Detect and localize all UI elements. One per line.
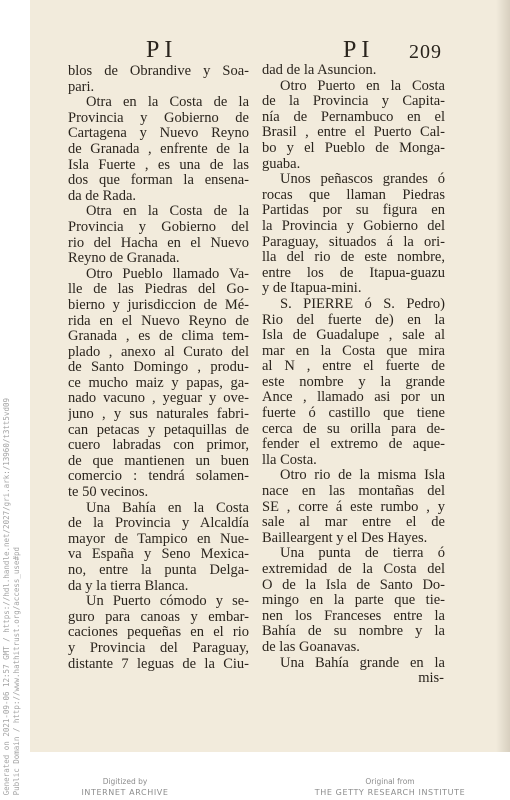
text-line: Provincia y Gobierno de xyxy=(68,110,249,126)
text-line: caciones pequeñas en el rio xyxy=(68,625,249,641)
entry-paragraph xyxy=(262,79,445,173)
text-line: ce mucho maiz y papas, ga- xyxy=(68,375,249,391)
text-line: mayor de Tampico en Nue- xyxy=(68,531,249,547)
text-line: este nombre y la grande xyxy=(262,374,445,390)
text-line: lla del rio de este nombre, xyxy=(262,250,445,266)
right-column-paragraphs xyxy=(262,63,445,671)
watermark-rights-line: Public Domain / http://www.hathitrust.org/access_use#pd xyxy=(12,546,21,795)
text-line: Una punta de tierra ó xyxy=(280,546,445,562)
text-line: guaba. xyxy=(262,156,301,172)
entry-paragraph xyxy=(262,172,445,297)
text-line: sale al mar entre el de xyxy=(262,515,445,531)
text-line: guro para canoas y embar- xyxy=(68,609,249,625)
text-line: de las Goanavas. xyxy=(262,639,360,655)
text-line: da y la tierra Blanca. xyxy=(68,578,189,594)
text-line: can petacas y petaquillas de xyxy=(68,422,249,438)
text-line: Partidas por su figura en xyxy=(262,203,445,219)
entry-paragraph xyxy=(262,297,445,469)
text-line: de la Provincia y Alcaldía xyxy=(68,516,249,532)
text-line: Rio del fuerte de) en la xyxy=(262,312,445,328)
text-line: lla Costa. xyxy=(262,452,317,468)
watermark-generated-line: Generated on 2021-09-06 12:57 GMT / https://hdl.handle.net/2027/gri.ark:/13960/t3tt5vd09 xyxy=(2,397,11,795)
text-line: pari. xyxy=(68,79,95,95)
text-line: Provincia y Gobierno del xyxy=(68,219,249,235)
text-line: SE , corre á este rumbo , y xyxy=(262,499,445,515)
entry-paragraph xyxy=(68,204,249,266)
text-line: dad de la Asuncion. xyxy=(262,63,377,78)
text-line: de la Provincia y Capita- xyxy=(262,94,445,110)
text-line: distante 7 leguas de la Ciu- xyxy=(68,656,249,672)
entry-paragraph xyxy=(262,546,445,655)
entry-paragraph xyxy=(68,267,249,501)
getty-credit: THE GETTY RESEARCH INSTITUTE xyxy=(314,788,466,797)
text-line: y Provincia del Paraguay, xyxy=(68,640,249,656)
running-head-left: PI xyxy=(146,37,178,63)
digitized-by-label: Digitized by xyxy=(102,777,148,786)
text-line: nace en las montañas del xyxy=(262,484,445,500)
text-line: cerca de su orilla para de- xyxy=(262,421,445,437)
text-line: juno , y sus naturales fabri- xyxy=(68,407,249,423)
running-head-right: PI xyxy=(343,37,375,63)
text-line: la Provincia y Gobierno del xyxy=(262,218,445,234)
text-line: nía de Pernambuco en el xyxy=(262,109,445,125)
page-number: 209 xyxy=(409,41,442,63)
entry-paragraph xyxy=(262,468,445,546)
text-line: da de Rada. xyxy=(68,188,137,204)
text-line: de Granada , enfrente de la xyxy=(68,141,249,157)
text-line: Reyno de Granada. xyxy=(68,251,180,267)
text-line: extremidad de la Costa del xyxy=(262,562,445,577)
entry-paragraph xyxy=(68,64,249,95)
text-line: Un Puerto cómodo y se- xyxy=(86,594,249,610)
internet-archive-credit: INTERNET ARCHIVE xyxy=(81,788,169,797)
entry-paragraph xyxy=(68,501,249,595)
text-line: Una Bahía grande en la xyxy=(280,655,445,671)
text-line: comercio : tendrá solamen- xyxy=(68,469,249,485)
text-line: nen los Franceses entre la xyxy=(262,608,445,624)
text-line: y de Itapua-mini. xyxy=(262,281,362,297)
text-line: O de la Isla de Santo Do- xyxy=(262,577,445,593)
text-line: fender el extremo de aque- xyxy=(262,437,445,453)
text-line: Otro rio de la misma Isla xyxy=(280,468,445,484)
text-line: cuero labradas con primor, xyxy=(68,438,249,454)
text-line: Otra en la Costa de la xyxy=(86,204,249,220)
entry-paragraph xyxy=(262,656,445,672)
original-from-label: Original from xyxy=(365,777,415,786)
catchword: mis- xyxy=(418,670,444,687)
text-line: no, entre la punta Delga- xyxy=(68,563,249,578)
entry-paragraph xyxy=(68,95,249,204)
text-line: rida en el Nuevo Reyno de xyxy=(68,313,249,329)
text-line: plado , anexo al Curato del xyxy=(68,344,249,360)
text-line: Bailleargent y el Des Hayes. xyxy=(262,530,428,546)
entry-paragraph xyxy=(68,594,249,672)
text-line: dos que forman la ensena- xyxy=(68,173,249,189)
left-text-column xyxy=(68,64,249,672)
text-line: rio del Hacha en el Nuevo xyxy=(68,235,249,251)
text-line: bo y el Pueblo de Monga- xyxy=(262,140,445,156)
text-line: Ance , llamado asi por un xyxy=(262,390,445,406)
text-line: de que mantienen un buen xyxy=(68,453,249,469)
entry-paragraph xyxy=(262,63,445,79)
text-line: lle de las Piedras del Go- xyxy=(68,282,249,298)
text-line: Otro Puerto en la Costa xyxy=(280,78,445,94)
text-line: Unos peñascos grandes ó xyxy=(280,172,445,188)
text-line: Isla Fuerte , es una de las xyxy=(68,157,249,173)
text-line: te 50 vecinos. xyxy=(68,485,149,501)
text-line: va España y Seno Mexica- xyxy=(68,547,249,563)
text-line: mar en la Costa que mira xyxy=(262,343,445,359)
text-line: S. PIERRE ó S. Pedro) xyxy=(280,296,445,312)
text-line: al N , entre el fuerte de xyxy=(262,359,445,375)
text-line: mingo en la parte que tie- xyxy=(262,593,445,609)
text-line: Granada , es de clima tem- xyxy=(68,329,249,345)
text-line: de Santo Domingo , produ- xyxy=(68,360,249,376)
text-line: Isla de Guadalupe , sale al xyxy=(262,328,445,344)
text-line: Bahía de su nombre y la xyxy=(262,624,445,640)
text-line: Otra en la Costa de la xyxy=(86,95,249,111)
access-watermark xyxy=(2,398,22,795)
left-column-paragraphs xyxy=(68,64,249,672)
text-line: Paraguay, situados á la ori- xyxy=(262,234,445,250)
text-line: fuerte ó castillo que tiene xyxy=(262,406,445,422)
text-line: nado vacuno , yeguar y ove- xyxy=(68,391,249,407)
text-line: blos de Obrandive y Soa- xyxy=(68,64,249,79)
text-line: Brasil , entre el Puerto Cal- xyxy=(262,125,445,141)
text-line: Cartagena y Nuevo Reyno xyxy=(68,126,249,142)
text-line: bierno y jurisdiccion de Mé- xyxy=(68,297,249,313)
text-line: entre los de Itapua-guazu xyxy=(262,265,445,281)
right-text-column xyxy=(262,63,445,687)
text-line: Otro Pueblo llamado Va- xyxy=(86,266,249,282)
text-line: rocas que llaman Piedras xyxy=(262,187,445,203)
text-line: Una Bahía en la Costa xyxy=(86,500,249,516)
